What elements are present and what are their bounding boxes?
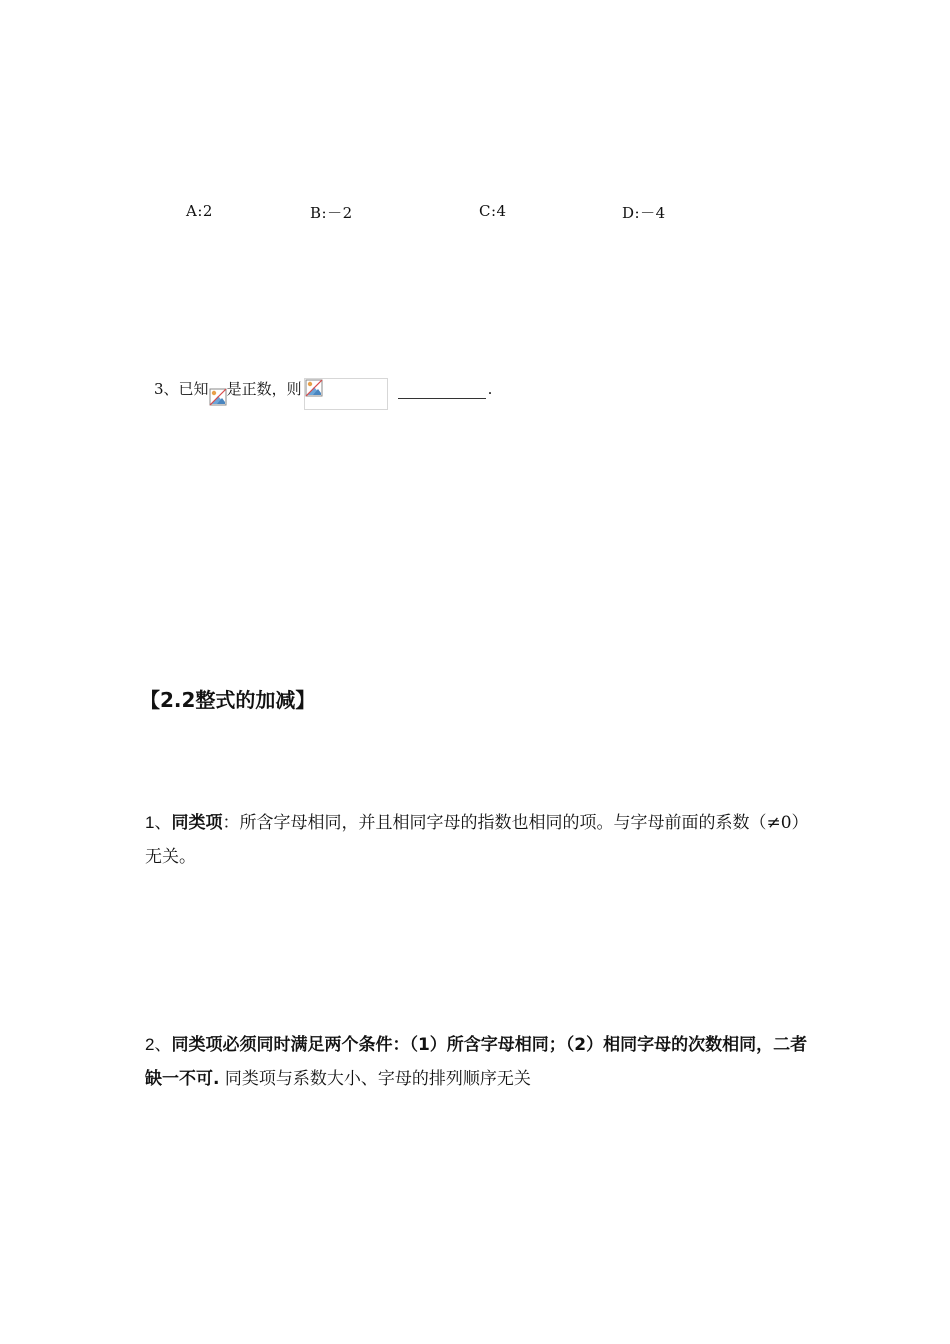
option-c: C:4 <box>479 202 507 220</box>
point-1-paragraph <box>145 806 815 874</box>
question-3-number: 3、 <box>154 380 179 398</box>
image-placeholder-icon <box>305 379 323 397</box>
point-2-number: 2、 <box>145 1035 172 1054</box>
question-3-text-middle: 是正数，则 <box>226 380 302 398</box>
section-title: 【2.2整式的加减】 <box>140 688 316 712</box>
point-2-paragraph <box>145 1028 815 1096</box>
question-3 <box>154 378 492 414</box>
point-1-term: 同类项 <box>171 813 223 833</box>
image-placeholder-icon <box>209 388 227 406</box>
point-2-bold-text: 同类项必须同时满足两个条件：（1）所含字母相同；（2）相同字母的次数相同，二者缺一不可. <box>145 1035 808 1089</box>
point-2-normal-text: 同类项与系数大小、字母的排列顺序无关 <box>219 1069 531 1089</box>
broken-image-icon <box>209 388 227 406</box>
question-3-period: . <box>487 380 493 398</box>
option-b: B:－2 <box>310 204 353 222</box>
point-1-definition: ：所含字母相同，并且相同字母的指数也相同的项。与字母前面的系数（≠0）无关。 <box>145 813 809 867</box>
point-1-number: 1、 <box>145 813 172 832</box>
option-d: D:－4 <box>622 204 666 222</box>
question-3-text-before: 已知 <box>178 380 209 398</box>
answer-blank <box>398 380 486 399</box>
broken-image-box <box>304 378 388 410</box>
option-a: A:2 <box>186 202 213 220</box>
